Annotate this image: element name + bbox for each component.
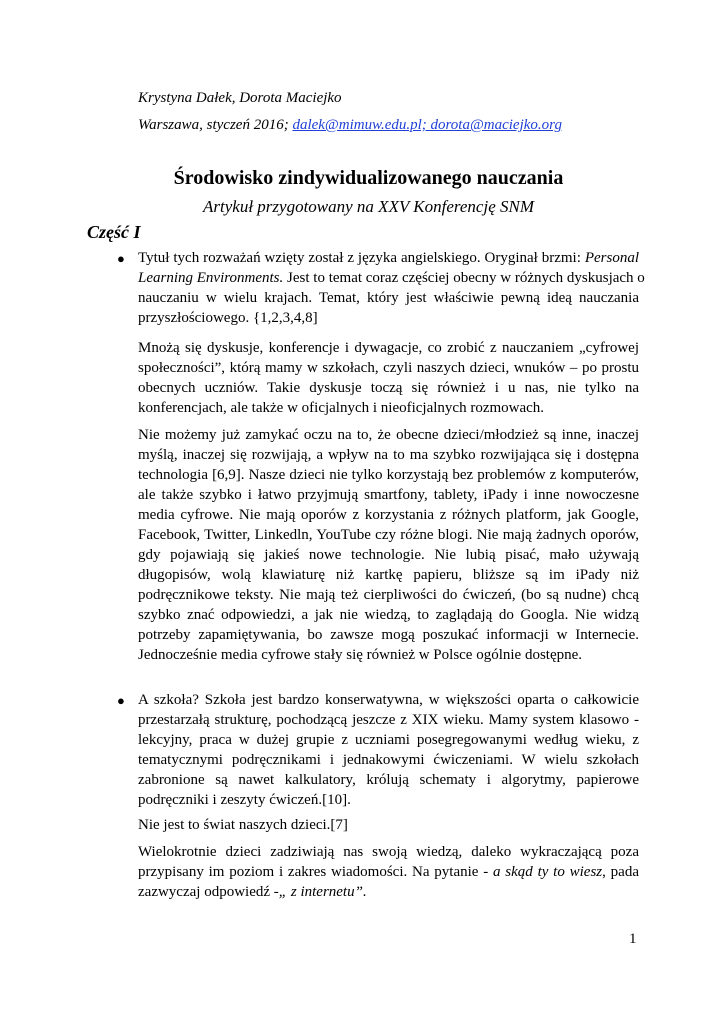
- text-run: Jest to temat coraz częściej obecny w różnych dyskusjach o: [283, 270, 645, 286]
- text-line: podręczniki i zeszyty ćwiczeń.[10].: [138, 792, 351, 808]
- text-line: Facebook, Twitter, Linkedln, YouTube czy różne blogi. Nie mają żadnych oporów,: [138, 527, 639, 543]
- bullet-icon: ●: [117, 251, 125, 266]
- section-heading: Część I: [87, 222, 141, 242]
- text-line: gdy pojawiają się jakieś nowe technologie. Nie lubią pisać, mało używają: [138, 547, 639, 563]
- text-line: ale także szybko i łatwo przyjmują smartfony, tablety, iPady i inne nowoczesne: [138, 487, 639, 503]
- place-date-text: Warszawa, styczeń 2016;: [138, 117, 293, 133]
- text-line: konferencjach, ale także w oficjalnych i nieoficjalnych rozmowach.: [138, 400, 545, 416]
- text-line: podręcznikowe teksty. Nie mają też cierpliwości do ćwiczeń, (bo są nudne) chcą: [138, 587, 639, 603]
- text-line: [138, 248, 639, 268]
- text-run-italic: a skąd ty to wiesz: [493, 864, 603, 880]
- text-line: szybko znać odpowiedzi, a jak nie wiedzą, to zaglądają do Googla. Nie widzą: [138, 607, 639, 623]
- text-line: myślą, inaczej się rozwijają, a wpływ na to ma szybko rozwijająca się i dostępna: [138, 447, 639, 463]
- text-line: społeczności”, którą mamy w szkołach, czyli naszych dzieci, wnuków – po prostu: [138, 360, 639, 376]
- text-line: długopisów, wolą klawiaturę niż kartkę papieru, bliższe są im iPady niż: [138, 567, 639, 583]
- text-line: Jednocześnie media cyfrowe stały się również w Polsce ogólnie dostępne.: [138, 647, 583, 663]
- section2-paragraph-1: [138, 690, 639, 810]
- text-line: obecnych uczniów. Takie dyskusje toczą się również i u nas, nie tylko na: [138, 380, 639, 396]
- text-line: [138, 268, 645, 288]
- text-line: lekcyjny, praca w dużej grupie z uczniami posegregowanymi według wieku, z: [138, 732, 639, 748]
- document-title: Środowisko zindywidualizowanego nauczania: [173, 167, 564, 189]
- place-date-line: [138, 116, 562, 134]
- section2-paragraph-3: [138, 842, 639, 902]
- authors-line: Krystyna Dałek, Dorota Maciejko: [138, 90, 342, 106]
- text-line: potrzeby zapamiętywania, bo zawsze mogą poszukać informacji w Internecie.: [138, 627, 639, 643]
- text-line: Nie możemy już zamykać oczu na to, że obecne dzieci/młodzież są inne, inaczej: [138, 427, 639, 443]
- text-line: media cyfrowe. Nie mają oporów z korzystania z różnych platform, jak Google,: [138, 507, 639, 523]
- text-line: [138, 862, 639, 882]
- text-run-italic: Personal: [584, 250, 639, 266]
- page-number: 1: [629, 931, 637, 947]
- section1-paragraph-1: [138, 248, 645, 328]
- section2-paragraph-2: [138, 815, 639, 835]
- text-run-italic: „ z internetu”.: [278, 884, 367, 900]
- text-line: przyszłościowego. {1,2,3,4,8]: [138, 310, 318, 326]
- text-run-italic: Learning Environments.: [138, 270, 284, 286]
- text-line: zabronione są nawet kalkulatory, królują schematy i algorytmy, papierowe: [138, 772, 639, 788]
- text-line: Mnożą się dyskusje, konferencje i dywagacje, co zrobić z nauczaniem „cyfrowej: [138, 340, 639, 356]
- text-run: Tytuł tych rozważań wzięty został z języka angielskiego. Oryginał brzmi:: [138, 250, 585, 266]
- text-line: A szkoła? Szkoła jest bardzo konserwatywna, w większości oparta o całkowicie: [138, 692, 639, 708]
- section1-paragraph-2: [138, 338, 639, 418]
- text-run: zazwyczaj odpowiedź -: [138, 884, 279, 900]
- bullet-icon: ●: [117, 693, 125, 708]
- email-links[interactable]: dalek@mimuw.edu.pl; dorota@maciejko.org: [292, 117, 562, 133]
- text-line: przestarzałą strukturę, pochodzącą jeszcze z XIX wieku. Mamy system klasowo -: [138, 712, 639, 728]
- text-line: Wielokrotnie dzieci zadziwiają nas swoją wiedzą, daleko wykraczającą poza: [138, 844, 639, 860]
- text-line: tematycznymi podręcznikami i jednakowymi ćwiczeniami. W wielu szkołach: [138, 752, 639, 768]
- text-line: technologia [6,9]. Nasze dzieci nie tylko korzystają bez problemów z komputerów,: [138, 467, 639, 483]
- text-line: [138, 882, 639, 902]
- text-line: nauczaniu w wielu krajach. Temat, który jest właściwie pewną ideą nauczania: [138, 290, 639, 306]
- section1-paragraph-3: [138, 425, 639, 665]
- text-run: przypisany im poziom i zakres wiadomości. Na pytanie -: [138, 864, 494, 880]
- document-subtitle: Artykuł przygotowany na XXV Konferencję SNM: [203, 197, 534, 216]
- text-line: Nie jest to świat naszych dzieci.[7]: [138, 817, 348, 833]
- text-run: , pada: [602, 864, 639, 880]
